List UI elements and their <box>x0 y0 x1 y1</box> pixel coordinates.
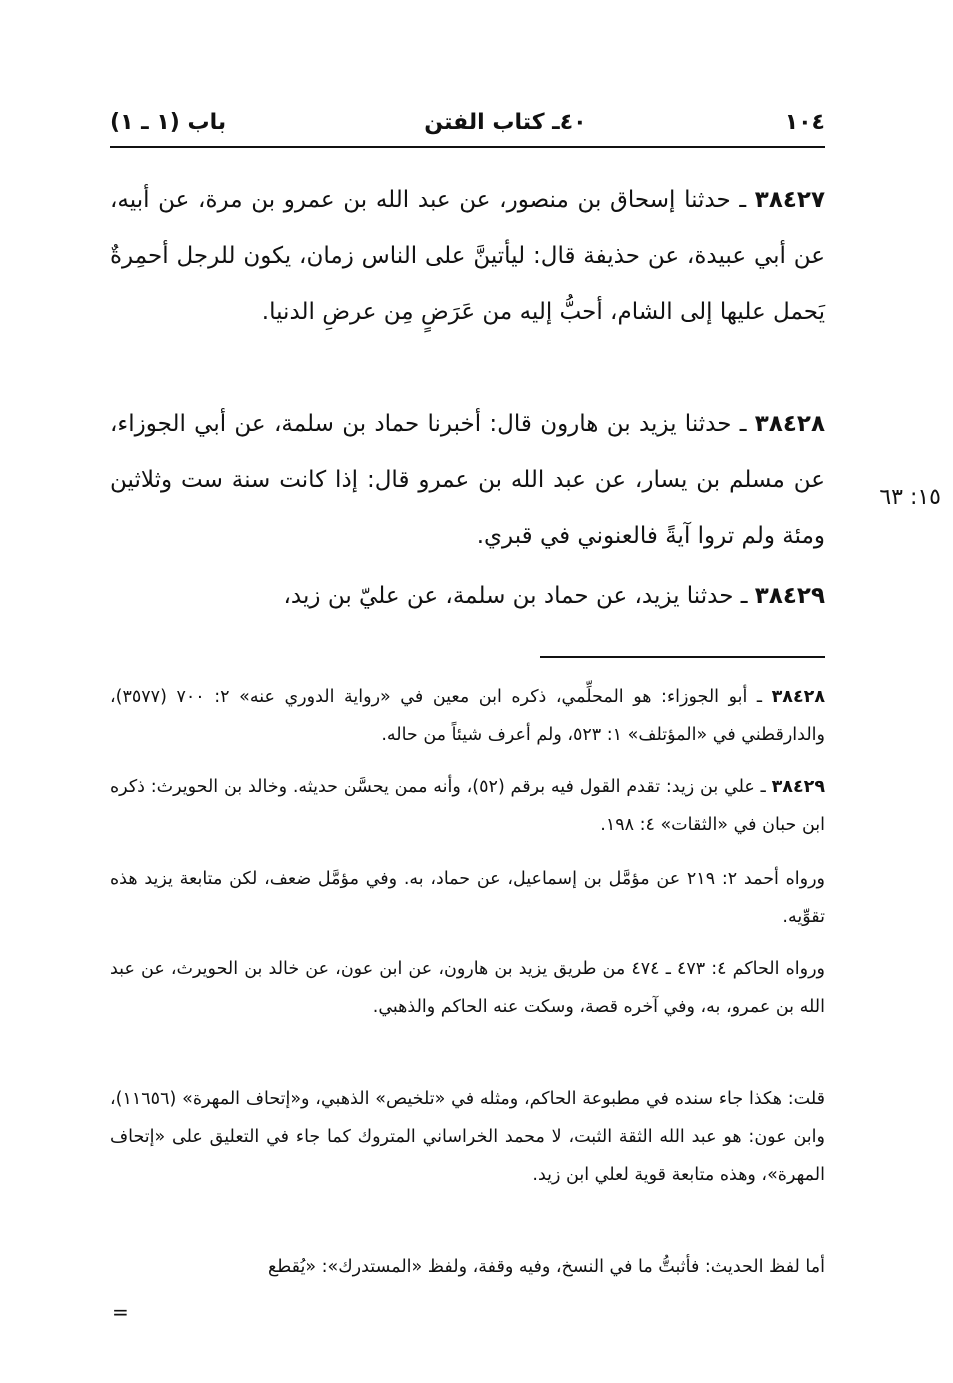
footnote-38429 <box>110 768 825 844</box>
footnote-hakim: ورواه الحاكم ٤: ٤٧٣ ـ ٤٧٤ من طريق يزيد بن هارون، عن ابن عون، عن خالد بن الحويرث، عن عبد الله بن عمرو، به، وفي آخره قصة، وسكت عنه الحاكم والذهبي. <box>110 959 825 1017</box>
running-header <box>110 102 825 142</box>
book-title: ٤٠ـ كتاب الفتن <box>424 109 587 135</box>
footnote-38428 <box>110 678 825 754</box>
hadith-text: ـ حدثنا إسحاق بن منصور، عن عبد الله بن عمرو بن مرة، عن أبيه، عن أبي عبيدة، عن حذيفة قال: ليأتينَّ على الناس زمان، يكون للرجل أحمِرةٌ يَحمل عليها إلى الشام، أحبُّ إليه من عَرَضٍ مِن عرضِ الدنيا. <box>110 187 825 325</box>
continuation-mark: = <box>112 1300 129 1324</box>
hadith-38427 <box>110 172 825 340</box>
hadith-text: ـ حدثنا يزيد، عن حماد بن سلمة، عن عليّ بن زيد، <box>283 583 755 609</box>
footnote-text: ـ علي بن زيد: تقدم القول فيه برقم (٥٢)، وأنه ممن يحسَّن حديثه. وخالد بن الحويرث: ذكره ابن حبان في «الثقات» ٤: ١٩٨. <box>110 777 825 835</box>
page-number: ١٠٤ <box>784 109 825 135</box>
footnote-text: ـ أبو الجوزاء: هو المحلِّمي، ذكره ابن معين في «رواية الدوري عنه» ٢: ٧٠٠ (٣٥٧٧)، والدارقطني في «المؤتلف» ١: ٥٢٣، ولم أعرف شيئاً من حاله. <box>110 687 825 745</box>
chapter-label: باب (١ ـ ١) <box>110 109 227 135</box>
footnote-ahmad: ورواه أحمد ٢: ٢١٩ عن مؤمَّل بن إسماعيل، عن حماد، به. وفي مؤمَّل ضعف، لكن متابعة يزيد هذه تقوِّيه. <box>110 869 825 927</box>
header-rule <box>110 146 825 148</box>
margin-reference: ١٥: ٦٣ <box>879 485 941 510</box>
footnote-number: ٣٨٤٢٨ <box>771 687 825 707</box>
hadith-38429 <box>110 568 825 624</box>
footnote-comment: قلت: هكذا جاء سنده في مطبوعة الحاكم، ومثله في «تلخيص» الذهبي، و«إتحاف المهرة» (١١٦٥٦)، وابن عون: هو عبد الله الثقة الثبت، لا محمد الخراساني المتروك كما جاء في التعليق على «إتحاف المهرة»، وهذه متابعة قوية لعلي ابن زيد. <box>110 1089 825 1185</box>
footnote-wording: أما لفظ الحديث: فأثبتُّ ما في النسخ، وفيه وقفة، ولفظ «المستدرك»: «يُقطع <box>267 1257 825 1277</box>
hadith-text: ـ حدثنا يزيد بن هارون قال: أخبرنا حماد بن سلمة، عن أبي الجوزاء، عن مسلم بن يسار، عن عبد الله بن عمرو قال: إذا كانت سنة ست وثلاثين ومئة ولم تروا آيةً فالعنوني في قبري. <box>110 411 825 549</box>
hadith-number: ٣٨٤٢٨ <box>754 411 825 437</box>
footnote-number: ٣٨٤٢٩ <box>771 777 825 797</box>
hadith-38428 <box>110 396 825 564</box>
hadith-number: ٣٨٤٢٧ <box>754 187 825 213</box>
footnote-separator <box>540 656 825 658</box>
hadith-number: ٣٨٤٢٩ <box>754 583 825 609</box>
